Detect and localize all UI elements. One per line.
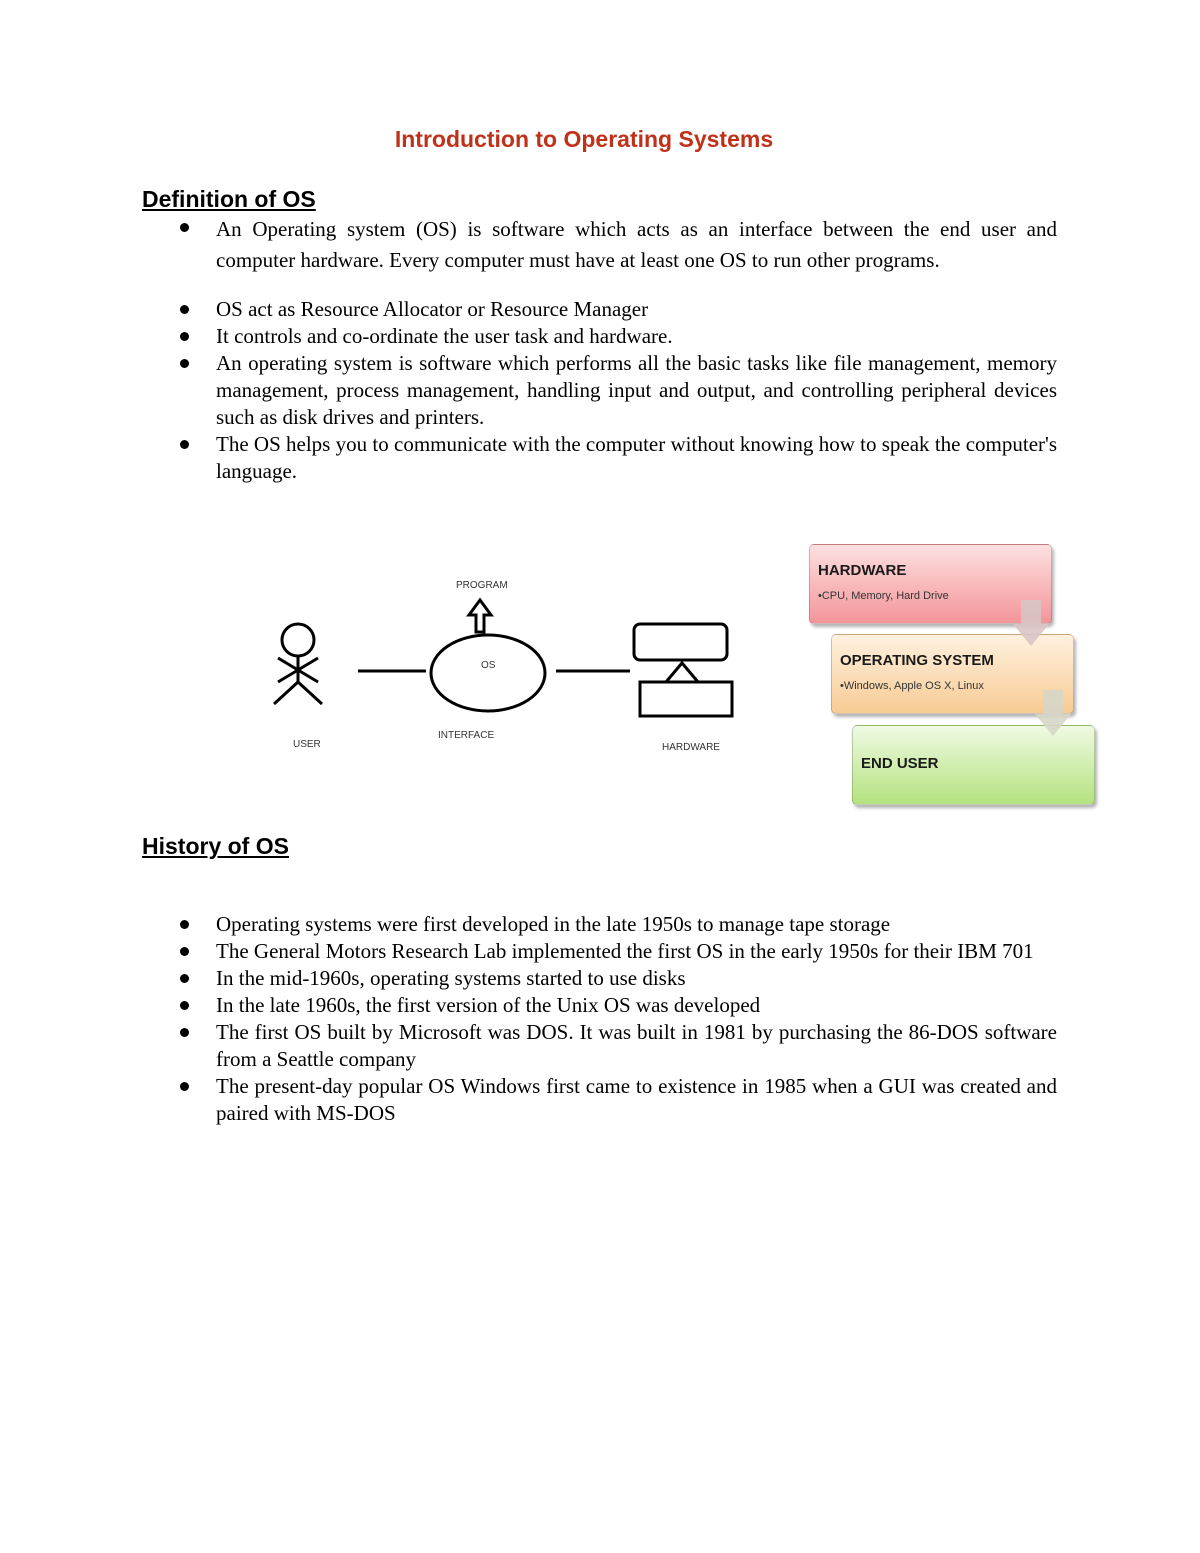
- bullet-icon: [180, 332, 189, 341]
- os-label: OS: [481, 660, 496, 671]
- arrow-down-icon: [1034, 690, 1072, 738]
- hardware-box-title: HARDWARE: [818, 562, 907, 579]
- definition-list: [142, 214, 1057, 485]
- bullet-icon: [180, 359, 189, 368]
- list-item: In the late 1960s, the first version of the Unix OS was developed: [142, 992, 1057, 1019]
- os-ellipse: [431, 635, 545, 711]
- user-icon: [274, 624, 322, 704]
- user-label: USER: [293, 739, 321, 750]
- bullet-icon: [180, 1028, 189, 1037]
- bullet-icon: [180, 223, 189, 232]
- definition-heading: Definition of OS: [142, 186, 316, 212]
- operating-system-box-detail: •Windows, Apple OS X, Linux: [840, 680, 984, 692]
- list-item: The General Motors Research Lab implemented the first OS in the early 1950s for their IBM 701: [142, 938, 1057, 965]
- list-item: Operating systems were first developed in the late 1950s to manage tape storage: [142, 911, 1057, 938]
- list-item: An Operating system (OS) is software which acts as an interface between the end user and computer hardware. Every computer must have at least one OS to run other programs.: [142, 214, 1057, 276]
- history-heading: History of OS: [142, 833, 289, 859]
- computer-icon: [634, 624, 732, 716]
- program-label: PROGRAM: [456, 580, 508, 591]
- bullet-icon: [180, 1082, 189, 1091]
- bullet-icon: [180, 305, 189, 314]
- list-item: The first OS built by Microsoft was DOS. It was built in 1981 by purchasing the 86-DOS software from a Seattle company: [142, 1019, 1057, 1073]
- operating-system-box-title: OPERATING SYSTEM: [840, 652, 994, 669]
- history-list: [142, 911, 1057, 1127]
- list-item: In the mid-1960s, operating systems started to use disks: [142, 965, 1057, 992]
- arrow-up-icon: [469, 600, 491, 632]
- document-title: Introduction to Operating Systems: [394, 126, 774, 152]
- arrow-down-icon: [1012, 600, 1050, 648]
- list-item: The present-day popular OS Windows first came to existence in 1985 when a GUI was created and paired with MS-DOS: [142, 1073, 1057, 1127]
- list-item: The OS helps you to communicate with the computer without knowing how to speak the computer's language.: [142, 431, 1057, 485]
- bullet-icon: [180, 920, 189, 929]
- bullet-icon: [180, 974, 189, 983]
- hardware-label: HARDWARE: [662, 742, 720, 753]
- bullet-icon: [180, 440, 189, 449]
- os-interface-diagram: [250, 570, 750, 760]
- list-item: An operating system is software which performs all the basic tasks like file management, memory management, process management, handling input and output, and controlling peripheral devices such as disk drives and printers.: [142, 350, 1057, 431]
- list-item: OS act as Resource Allocator or Resource Manager: [142, 296, 1057, 323]
- bullet-icon: [180, 1001, 189, 1010]
- interface-label: INTERFACE: [438, 730, 495, 741]
- bullet-icon: [180, 947, 189, 956]
- list-item: It controls and co-ordinate the user task and hardware.: [142, 323, 1057, 350]
- hardware-box-detail: •CPU, Memory, Hard Drive: [818, 590, 949, 602]
- end-user-box-title: END USER: [861, 755, 939, 772]
